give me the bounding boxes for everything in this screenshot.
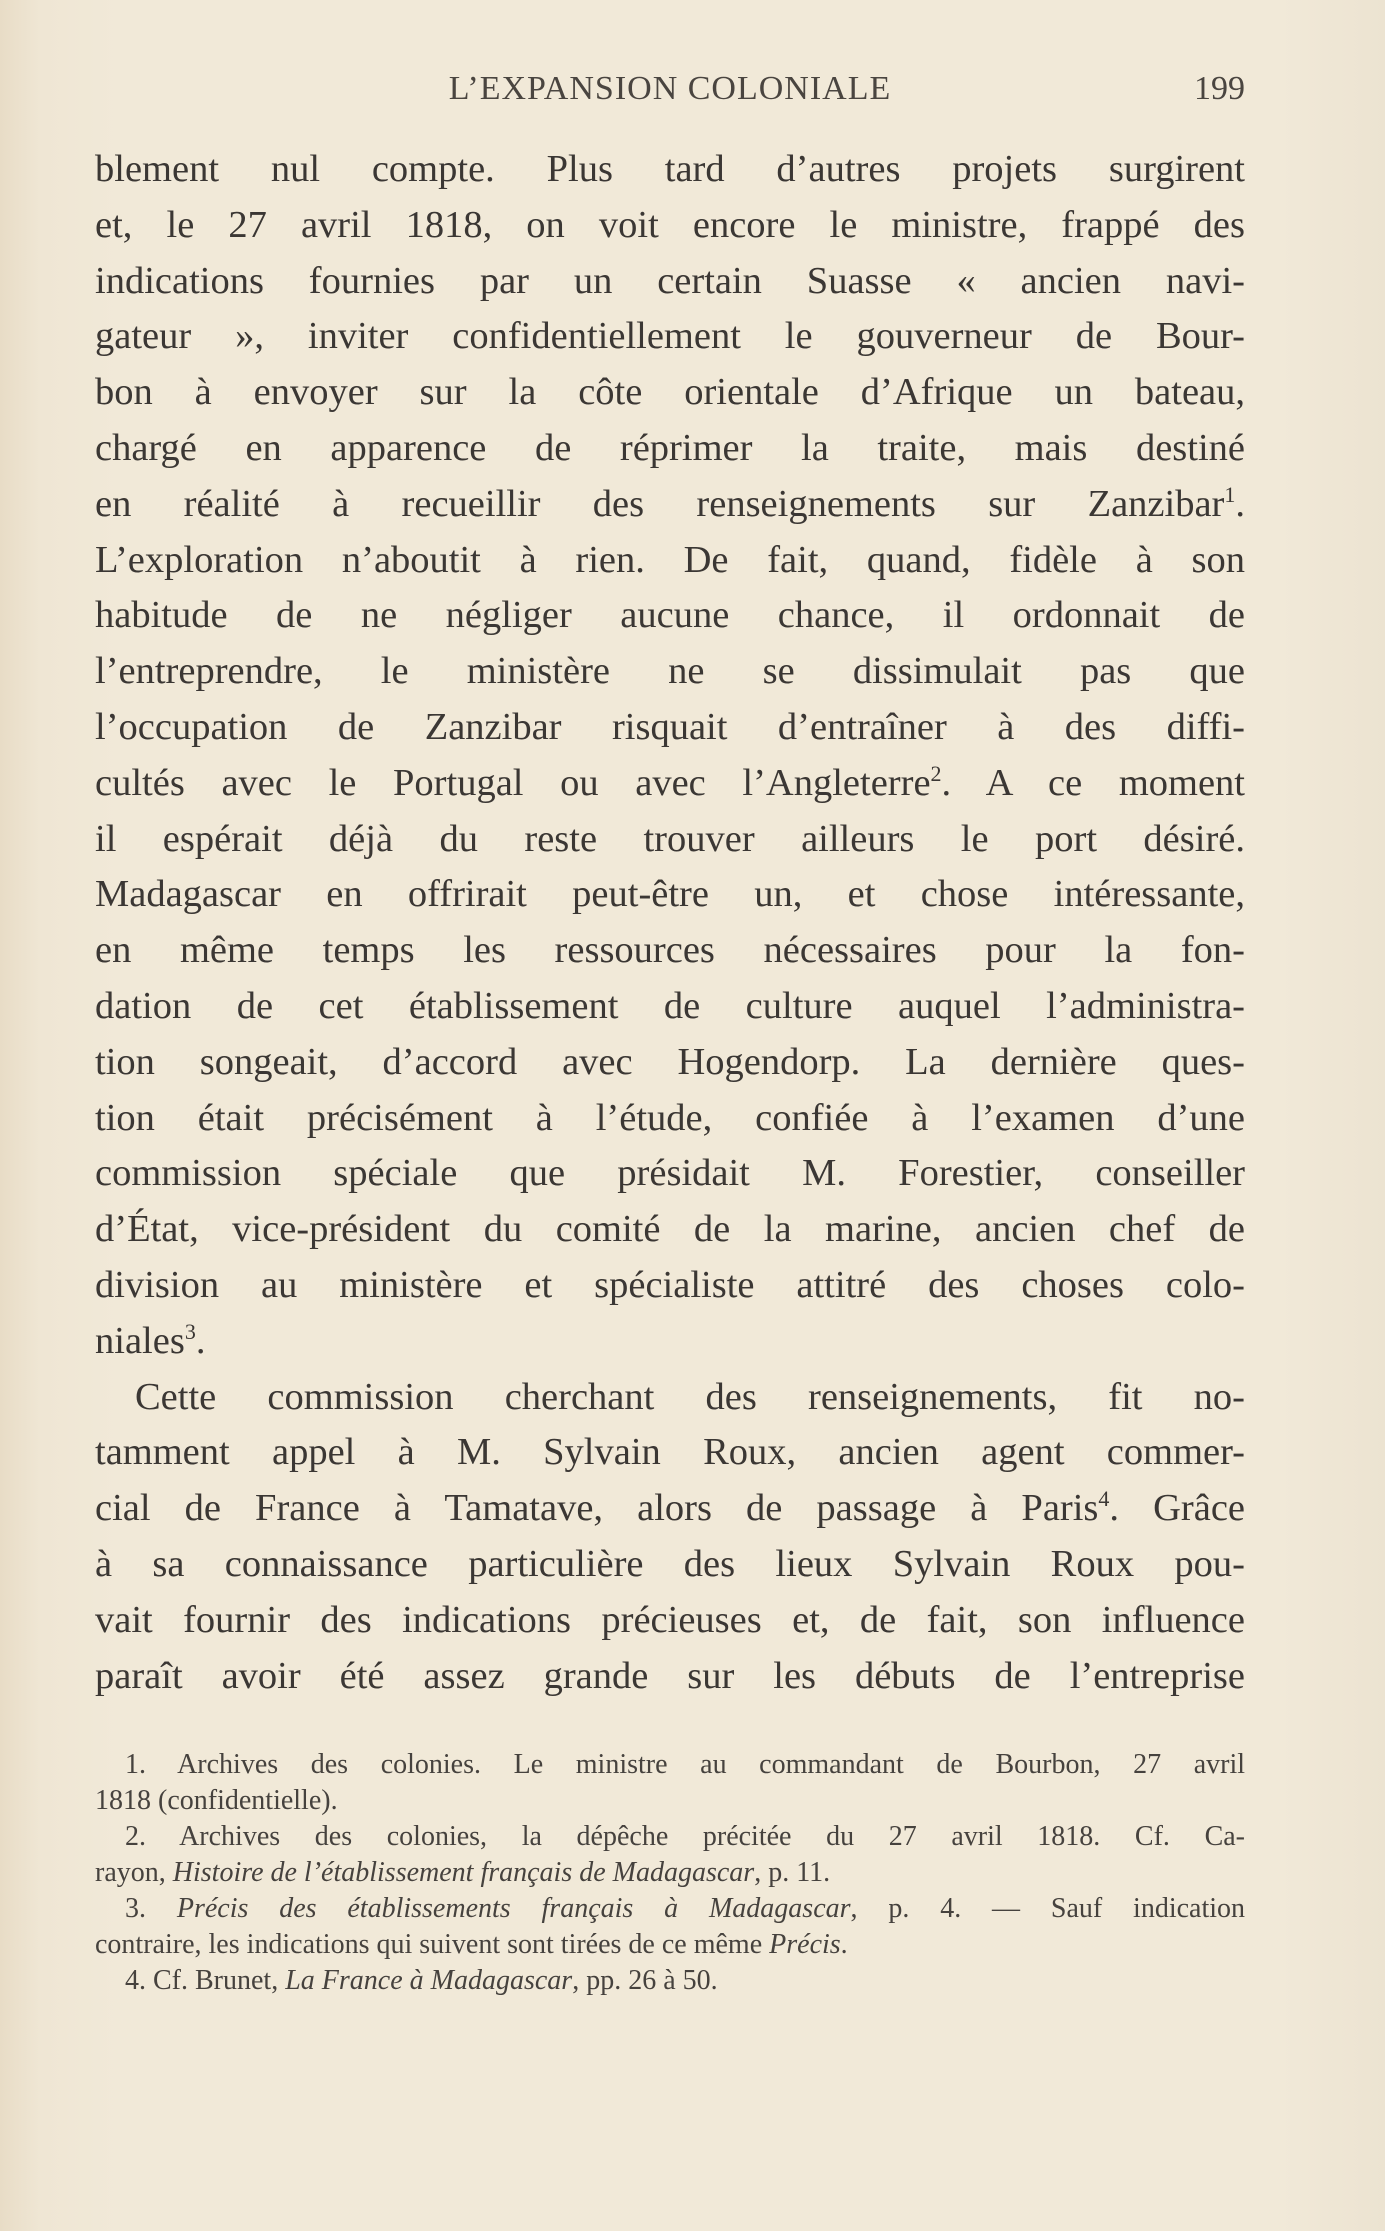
text-line: dation de cet établissement de culture auquel l’administra-	[95, 984, 1245, 1027]
text-line-content: cultés avec le Portugal ou avec l’Angleterre	[95, 761, 931, 804]
cited-title: Précis des établissements français à Madagascar	[176, 1893, 851, 1924]
footnote-number: 3.	[125, 1893, 177, 1924]
text-line	[95, 756, 1245, 812]
text-line: bon à envoyer sur la côte orientale d’Afrique un bateau,	[95, 371, 1245, 414]
text-line: tamment appel à M. Sylvain Roux, ancien agent commer-	[95, 1431, 1245, 1474]
footnote-line: 1. Archives des colonies. Le ministre au commandant de Bourbon, 27 avril	[125, 1749, 1245, 1780]
page-number: 199	[1194, 70, 1245, 107]
text-line: commission spéciale que présidait M. Forestier, conseiller	[95, 1152, 1245, 1195]
footnote-line: 1818 (confidentielle).	[95, 1785, 338, 1816]
footnote-line: 2. Archives des colonies, la dépêche précitée du 27 avril 1818. Cf. Ca-	[125, 1821, 1245, 1852]
footnote-1	[95, 1747, 1245, 1819]
footnote-3	[95, 1891, 1245, 1963]
text-line	[95, 477, 1245, 533]
footnote-line	[95, 1927, 1245, 1963]
text-line-end: .	[1235, 482, 1245, 525]
text-line-tail: . Grâce	[1109, 1487, 1245, 1530]
footnote-text: , pp. 26 à 50.	[572, 1965, 718, 1996]
text-line-content: en réalité à recueillir des renseignements sur Zanzibar	[95, 482, 1225, 525]
note-ref-3: 3	[184, 1318, 196, 1344]
note-ref-1: 1	[1224, 481, 1236, 507]
footnote-line	[95, 1891, 1245, 1927]
text-line	[95, 1481, 1245, 1537]
text-line-end: .	[195, 1319, 206, 1362]
text-line-content: cial de France à Tamatave, alors de passage à Paris	[95, 1487, 1099, 1530]
text-line: tion était précisément à l’étude, confiée à l’examen d’une	[95, 1096, 1245, 1139]
footnote-2	[95, 1819, 1245, 1891]
text-line: d’État, vice-président du comité de la marine, ancien chef de	[95, 1208, 1245, 1251]
text-line-content: niales	[95, 1319, 185, 1362]
note-ref-4: 4	[1098, 1486, 1110, 1512]
text-line-tail: . A ce moment	[941, 761, 1245, 804]
text-line: en même temps les ressources nécessaires pour la fon-	[95, 929, 1245, 972]
note-ref-2: 2	[930, 760, 942, 786]
text-line: gateur », inviter confidentiellement le gouverneur de Bour-	[95, 315, 1245, 358]
footnote-line	[95, 1963, 1245, 1999]
footnote-4	[95, 1963, 1245, 1999]
footnotes	[95, 1747, 1245, 1999]
text-line: chargé en apparence de réprimer la traite, mais destiné	[95, 426, 1245, 469]
footnote-text: rayon,	[95, 1857, 173, 1888]
text-line: Madagascar en offrirait peut-être un, et chose intéressante,	[95, 873, 1245, 916]
text-line: l’occupation de Zanzibar risquait d’entraîner à des diffi-	[95, 705, 1245, 748]
text-line: habitude de ne négliger aucune chance, il ordonnait de	[95, 594, 1245, 637]
text-line: vait fournir des indications précieuses et, de fait, son influence	[95, 1598, 1245, 1641]
footnote-text: 4. Cf. Brunet,	[125, 1965, 286, 1996]
cited-title: Histoire de l’établissement français de Madagascar	[172, 1857, 755, 1888]
footnote-text: , p. 11.	[754, 1857, 831, 1888]
footnote-text: , p. 4. — Sauf indication	[850, 1893, 1246, 1924]
text-line: blement nul compte. Plus tard d’autres projets surgirent	[95, 148, 1245, 190]
text-line: l’entreprendre, le ministère ne se dissimulait pas que	[95, 650, 1245, 693]
text-line: division au ministère et spécialiste attitré des choses colo-	[95, 1263, 1245, 1306]
running-title: L’EXPANSION COLONIALE	[448, 70, 892, 107]
text-line	[95, 1314, 1245, 1370]
page-header	[95, 62, 1245, 122]
cited-title: La France à Madagascar	[285, 1965, 573, 1996]
text-line: indications fournies par un certain Suasse « ancien navi-	[95, 259, 1245, 302]
footnote-line	[95, 1855, 1245, 1891]
main-text	[95, 142, 1245, 1704]
text-line: à sa connaissance particulière des lieux Sylvain Roux pou-	[95, 1542, 1245, 1585]
text-line: paraît avoir été assez grande sur les débuts de l’entreprise	[95, 1654, 1245, 1697]
text-line: tion songeait, d’accord avec Hogendorp. La dernière ques-	[95, 1040, 1245, 1083]
text-line: et, le 27 avril 1818, on voit encore le ministre, frappé des	[95, 203, 1245, 246]
text-line: il espérait déjà du reste trouver ailleurs le port désiré.	[95, 817, 1245, 860]
cited-title: Précis	[769, 1929, 841, 1960]
footnote-text: contraire, les indications qui suivent sont tirées de ce même	[95, 1929, 770, 1960]
text-line: L’exploration n’aboutit à rien. De fait, quand, fidèle à son	[95, 538, 1245, 581]
footnote-text: .	[840, 1929, 848, 1960]
text-line: Cette commission cherchant des renseignements, fit no-	[135, 1375, 1245, 1418]
